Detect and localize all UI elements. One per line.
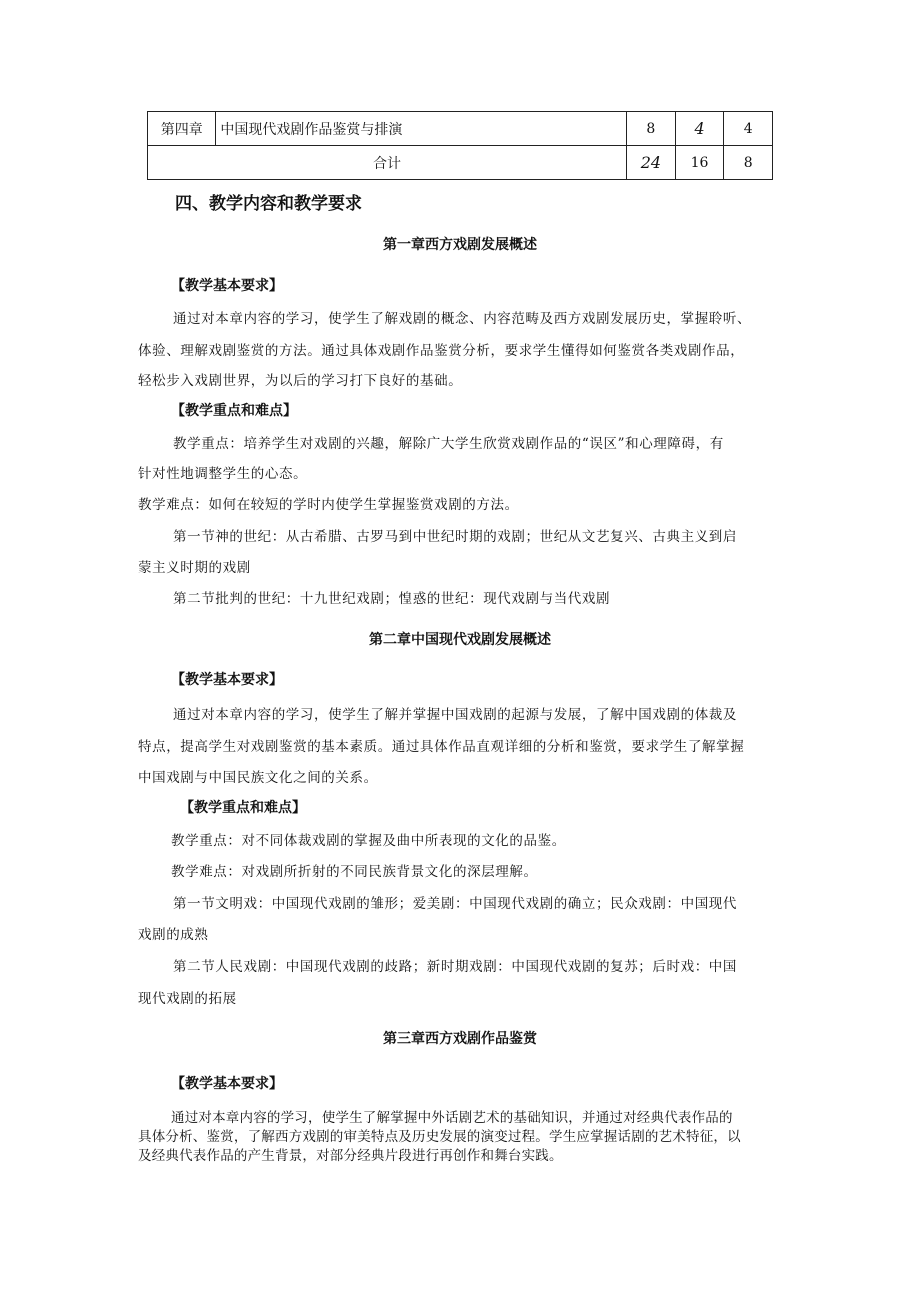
ch2-key-points-heading: 【教学重点和难点】	[180, 800, 306, 816]
paragraph-line: 具体分析、鉴赏，了解西方戏剧的审美特点及历史发展的演变过程。学生应掌握话剧的艺术特征，以	[138, 1129, 741, 1145]
paragraph-line: 第一节文明戏：中国现代戏剧的雏形；爱美剧：中国现代戏剧的确立；民众戏剧：中国现代	[173, 896, 737, 912]
paragraph-line: 及经典代表作品的产生背景，对部分经典片段进行再创作和舞台实践。	[138, 1148, 563, 1164]
paragraph-line: 针对性地调整学生的心态。	[138, 466, 308, 482]
section-title: 四、教学内容和教学要求	[175, 194, 362, 214]
ch3-requirements-heading: 【教学基本要求】	[171, 1076, 283, 1092]
paragraph-line: 第二节批判的世纪：十九世纪戏剧；惶惑的世纪：现代戏剧与当代戏剧	[173, 591, 611, 607]
paragraph-line: 通过对本章内容的学习，使学生了解并掌握中国戏剧的起源与发展，了解中国戏剧的体裁及	[173, 707, 737, 723]
chapter-name-cell: 中国现代戏剧作品鉴赏与排演	[216, 112, 627, 146]
chapter-1-title: 第一章西方戏剧发展概述	[383, 237, 537, 253]
paragraph-line: 中国戏剧与中国民族文化之间的关系。	[138, 770, 378, 786]
paragraph-line: 第二节人民戏剧：中国现代戏剧的歧路；新时期戏剧：中国现代戏剧的复苏；后时戏：中国	[173, 959, 737, 975]
ch1-requirements-heading: 【教学基本要求】	[171, 278, 283, 294]
paragraph-line: 戏剧的成熟	[138, 927, 209, 943]
paragraph-line: 第一节神的世纪：从古希腊、古罗马到中世纪时期的戏剧；世纪从文艺复兴、古典主义到启	[173, 529, 737, 545]
paragraph-line: 教学重点：对不同体裁戏剧的掌握及曲中所表现的文化的品鉴。	[171, 833, 566, 849]
total-theory-cell: 16	[675, 146, 724, 180]
hours-total-cell: 8	[627, 112, 676, 146]
paragraph-line: 通过对本章内容的学习，使学生了解掌握中外话剧艺术的基础知识，并通过对经典代表作品的	[171, 1110, 733, 1126]
paragraph-line: 轻松步入戏剧世界，为以后的学习打下良好的基础。	[138, 373, 463, 389]
chapter-3-title: 第三章西方戏剧作品鉴赏	[383, 1031, 537, 1047]
table-row	[148, 112, 773, 146]
ch2-requirements-heading: 【教学基本要求】	[171, 672, 283, 688]
table-total-row	[148, 146, 773, 180]
total-label-cell: 合计	[148, 146, 627, 180]
hours-practice-cell: 4	[724, 112, 773, 146]
paragraph-line: 体验、理解戏剧鉴赏的方法。通过具体戏剧作品鉴赏分析，要求学生懂得如何鉴赏各类戏剧作品，	[138, 343, 745, 359]
paragraph-line: 教学难点：如何在较短的学时内使学生掌握鉴赏戏剧的方法。	[138, 497, 519, 513]
paragraph-line: 通过对本章内容的学习，使学生了解戏剧的概念、内容范畴及西方戏剧发展历史，掌握聆听、	[173, 311, 752, 327]
paragraph-line: 蒙主义时期的戏剧	[138, 560, 251, 576]
total-practice-cell: 8	[724, 146, 773, 180]
chapter-2-title: 第二章中国现代戏剧发展概述	[369, 632, 551, 648]
chapter-cell: 第四章	[148, 112, 216, 146]
paragraph-line: 特点，提高学生对戏剧鉴赏的基本素质。通过具体作品直观详细的分析和鉴赏，要求学生了解掌握	[138, 739, 745, 755]
hours-theory-cell: 4	[675, 112, 724, 146]
paragraph-line: 教学重点：培养学生对戏剧的兴趣，解除广大学生欣赏戏剧作品的“误区”和心理障碍，有	[173, 436, 724, 452]
total-hours-cell: 24	[627, 146, 676, 180]
hours-table	[147, 111, 773, 180]
paragraph-line: 现代戏剧的拓展	[138, 991, 237, 1007]
ch1-key-points-heading: 【教学重点和难点】	[171, 403, 297, 419]
paragraph-line: 教学难点：对戏剧所折射的不同民族背景文化的深层理解。	[171, 864, 538, 880]
